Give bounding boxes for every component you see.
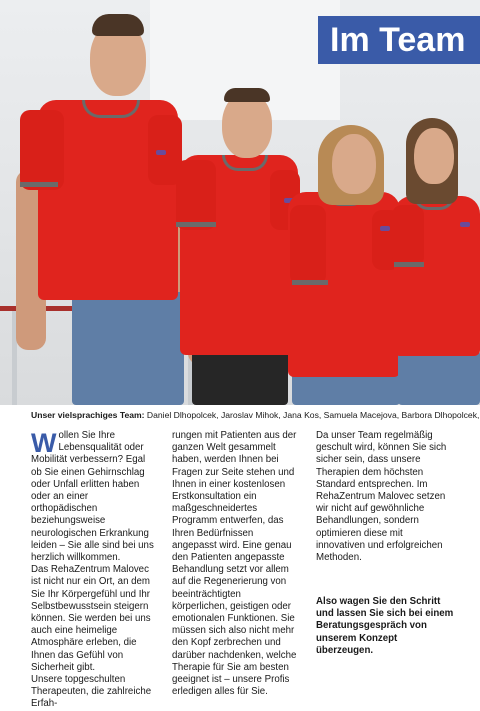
article-paragraph: rungen mit Patienten aus der ganzen Welt gesammelt haben, werden Ihnen bei Fragen zur Seite stehen und Ihnen in einer kostenlosen Erstkonsultation ein maßgeschneidertes Programm entwerfen, das Ihren Bedürfnissen angepasst wird. Eine genau den Patienten angepasste Behandlung setzt vor allem auf die Regenerierung von beeinträchtigten körperlichen, geistigen oder emotionalen Funktionen. Sie müssen sich also nicht mehr den Kopf zerbrechen und darüber nachdenken, welche Therapie für Sie am besten geeignet ist – unsere Profis erledigen alles für Sie.: [172, 430, 297, 698]
caption-lead: Unser vielsprachiges Team:: [31, 410, 145, 420]
article-paragraph: Das RehaZentrum Malovec ist nicht nur ein Ort, an dem Sie Ihr Körpergefühl und Ihr Selbstbewusstsein steigern können. Sie werden bei uns auch eine heimelige Atmosphäre erleben, die Ihnen das Gefühl von Sicherheit gibt.: [31, 564, 151, 673]
article-column-3: [316, 430, 450, 564]
article-paragraph: [31, 430, 157, 564]
article-column-1: [31, 430, 157, 711]
article-paragraph: Da unser Team regelmäßig geschult wird, können Sie sich sicher sein, dass unsere Therapien dem höchsten Standard entsprechen. Im RehaZentrum Malovec setzen wir nicht auf gewöhnliche Behandlungen, sondern optimieren diese mit innovativen und erfolgreichen Methoden.: [316, 430, 447, 564]
paragraph-text: ollen Sie Ihre Lebensqualität oder Mobilität verbessern? Egal ob Sie einen Gehirnschlag oder Unfall erlitten haben oder an einer orthopädischen beziehungsweise neurologischen Erkrankung leiden – Sie alle sind bei uns herzlich willkommen.: [31, 430, 154, 564]
drop-cap: W: [31, 428, 57, 458]
article-paragraph: Unsere topgeschulten Therapeuten, die zahlreiche Erfah-: [31, 674, 152, 710]
caption-names: Daniel Dlhopolcek, Jaroslav Mihok, Jana Kos, Samuela Macejova, Barbora Dlhopolcek,: [144, 410, 480, 420]
call-to-action: Also wagen Sie den Schritt und lassen Sie sich bei einem Beratungsgespräch von unserem Konzept überzeugen.: [316, 596, 454, 656]
article-column-2: [172, 430, 299, 698]
photo-caption: [31, 409, 480, 422]
page-title: Im Team: [318, 16, 480, 64]
